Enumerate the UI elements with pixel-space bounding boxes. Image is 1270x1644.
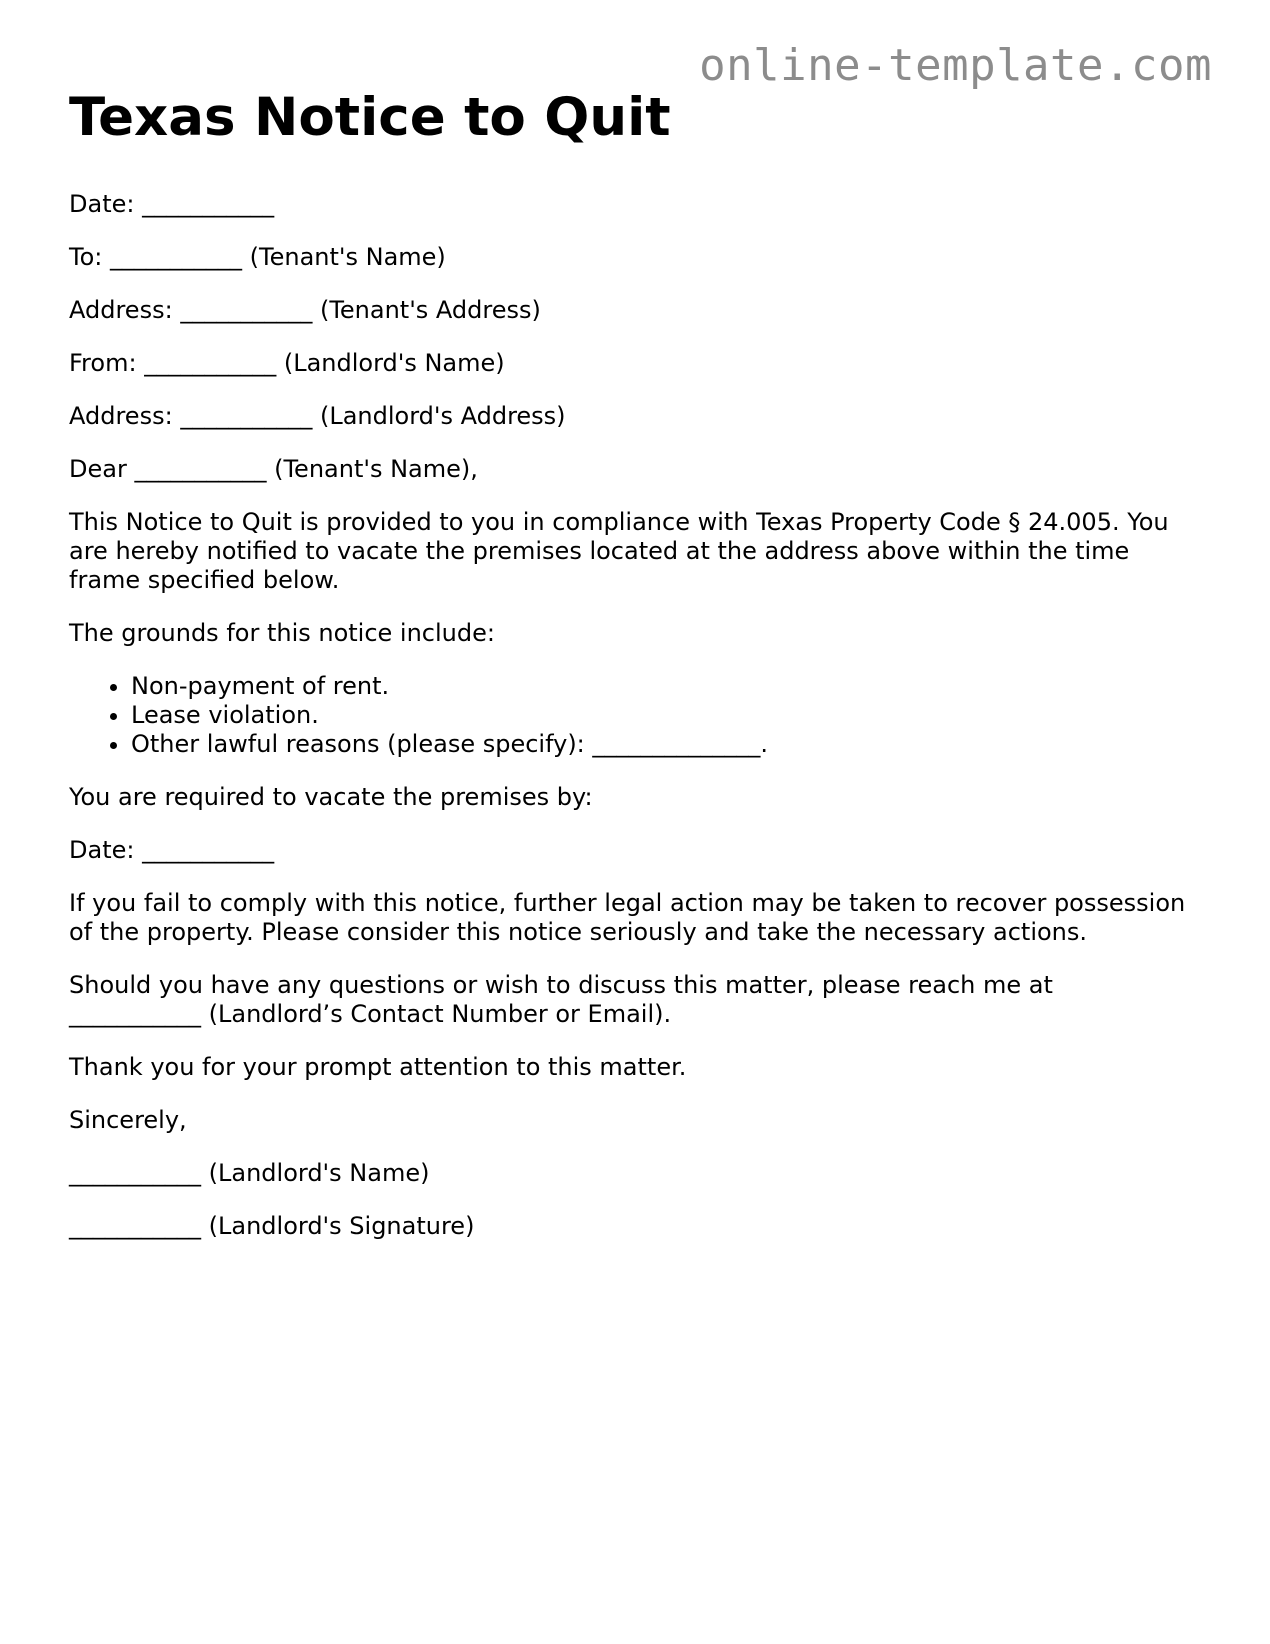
salutation-blank: ___________	[134, 455, 267, 483]
intro-paragraph: This Notice to Quit is provided to you in compliance with Texas Property Code § 24.005. You are hereby notified to vacate the premises located at the address above within the time frame specified below.	[69, 508, 1169, 594]
from-label: From:	[69, 349, 137, 377]
to-blank: ___________	[110, 243, 242, 271]
tenant-address-line	[69, 296, 1199, 325]
contact-blank: ___________	[69, 1000, 201, 1028]
date-line	[69, 190, 1199, 219]
landlord-signature-blank: ___________	[69, 1212, 201, 1240]
questions-paragraph	[69, 971, 1199, 1029]
to-hint: (Tenant's Name)	[249, 243, 446, 271]
sincerely-line: Sincerely,	[69, 1106, 187, 1134]
to-line	[69, 243, 1199, 272]
date-label: Date:	[69, 190, 135, 218]
page-title: Texas Notice to Quit	[69, 87, 671, 148]
tenant-address-blank: ___________	[180, 296, 313, 324]
tenant-address-label: Address:	[69, 296, 173, 324]
tenant-address-hint: (Tenant's Address)	[319, 296, 541, 324]
grounds-list	[69, 672, 1199, 759]
landlord-address-line	[69, 402, 1199, 431]
other-reason-label: Other lawful reasons (please specify):	[131, 730, 585, 758]
other-reason-blank: ______________	[592, 730, 761, 758]
from-hint: (Landlord's Name)	[283, 349, 505, 377]
landlord-name-line	[69, 1159, 1199, 1188]
list-item	[131, 730, 1199, 759]
landlord-signature-hint: (Landlord's Signature)	[208, 1212, 475, 1240]
vacate-date-label: Date:	[69, 836, 135, 864]
contact-hint: (Landlord’s Contact Number or Email).	[208, 1000, 672, 1028]
vacate-by-line: You are required to vacate the premises by:	[69, 783, 593, 811]
landlord-address-label: Address:	[69, 402, 173, 430]
grounds-heading: The grounds for this notice include:	[69, 619, 495, 647]
from-line	[69, 349, 1199, 378]
date-blank: ___________	[142, 190, 275, 218]
salutation-hint: (Tenant's Name),	[274, 455, 478, 483]
other-reason-end: .	[760, 730, 769, 758]
salutation-dear: Dear	[69, 455, 127, 483]
list-item: • Lease violation.	[131, 701, 1199, 730]
landlord-address-blank: ___________	[180, 402, 313, 430]
landlord-address-hint: (Landlord's Address)	[319, 402, 566, 430]
landlord-signature-line	[69, 1212, 1199, 1241]
questions-text: Should you have any questions or wish to discuss this matter, please reach me at	[69, 971, 1053, 999]
to-label: To:	[69, 243, 103, 271]
vacate-date-line	[69, 836, 1199, 865]
from-blank: ___________	[144, 349, 277, 377]
vacate-date-blank: ___________	[142, 836, 275, 864]
document-page	[69, 86, 1199, 1265]
landlord-name-hint: (Landlord's Name)	[208, 1159, 430, 1187]
salutation-line	[69, 455, 1199, 484]
landlord-name-blank: ___________	[69, 1159, 201, 1187]
thanks-line: Thank you for your prompt attention to this matter.	[69, 1053, 687, 1081]
watermark: online-template.com	[699, 40, 1212, 91]
list-item: • Non-payment of rent.	[131, 672, 1199, 701]
consequence-paragraph: If you fail to comply with this notice, further legal action may be taken to recover possession of the property. Please consider this notice seriously and take the necessary actions.	[69, 889, 1186, 946]
